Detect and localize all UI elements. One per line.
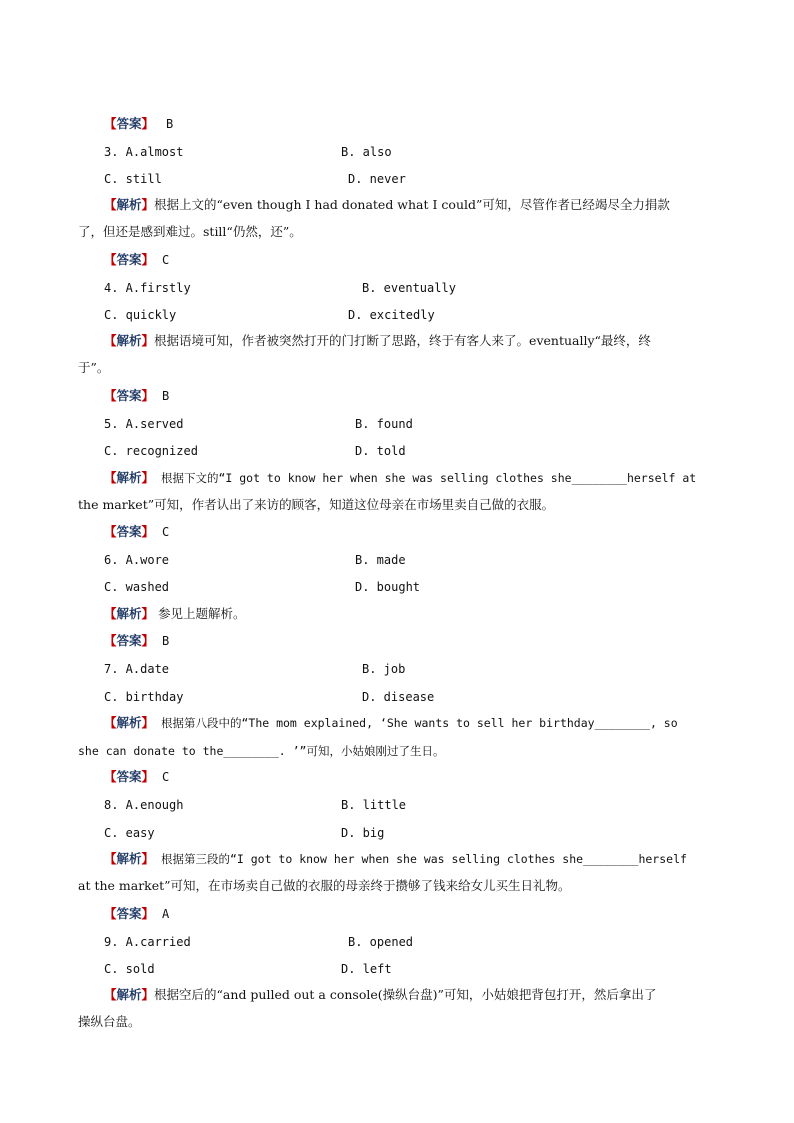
- question-3-options-ab: 3. A.almost B. also: [104, 145, 392, 159]
- question-6-options-cd: C. washed D. bought: [104, 580, 421, 594]
- analysis-continuation: she can donate to the________. ’”可知，小姑娘刚过了生日。: [78, 744, 445, 758]
- question-9-options-ab: 9. A.carried B. opened: [104, 935, 414, 949]
- analysis-line: 【解析】 参见上题解析。: [104, 606, 246, 621]
- answer-line: 【答案】 C: [104, 524, 170, 539]
- question-7-options-ab: 7. A.date B. job: [104, 662, 406, 676]
- analysis-continuation: the market”可知，作者认出了来访的顾客，知道这位母亲在市场里卖自己做的衣服。: [78, 497, 555, 512]
- answer-line: 【答案】 C: [104, 252, 170, 267]
- analysis-line: 【解析】根据语境可知，作者被突然打开的门打断了思路，终于有客人来了。eventually“最终，终: [104, 333, 651, 348]
- question-4-options-ab: 4. A.firstly B. eventually: [104, 281, 456, 295]
- analysis-line: 【解析】 根据下文的“I got to know her when she was selling clothes she________herself at: [104, 470, 697, 485]
- question-3-options-cd: C. still D. never: [104, 172, 406, 186]
- answer-line: 【答案】 C: [104, 769, 170, 784]
- analysis-continuation: at the market”可知，在市场卖自己做的衣服的母亲终于攒够了钱来给女儿买生日礼物。: [78, 878, 571, 893]
- analysis-continuation: 于”。: [78, 360, 110, 375]
- analysis-line: 【解析】 根据第八段中的“The mom explained, ‘She wants to sell her birthday________, so: [104, 715, 678, 730]
- question-9-options-cd: C. sold D. left: [104, 962, 392, 976]
- question-4-options-cd: C. quickly D. excitedly: [104, 308, 435, 322]
- answer-line: 【答案】 B: [104, 116, 174, 131]
- analysis-continuation: 操纵台盘。: [78, 1014, 141, 1029]
- question-8-options-ab: 8. A.enough B. little: [104, 798, 407, 812]
- question-5-options-ab: 5. A.served B. found: [104, 417, 413, 431]
- analysis-line: 【解析】根据上文的“even though I had donated what I could”可知，尽管作者已经竭尽全力捐款: [104, 197, 670, 212]
- answer-line: 【答案】 B: [104, 388, 170, 403]
- question-8-options-cd: C. easy D. big: [104, 826, 385, 840]
- question-6-options-ab: 6. A.wore B. made: [104, 553, 406, 567]
- analysis-line: 【解析】 根据第三段的“I got to know her when she was selling clothes she________herself: [104, 851, 687, 866]
- answer-line: 【答案】 B: [104, 633, 170, 648]
- question-5-options-cd: C. recognized D. told: [104, 444, 406, 458]
- answer-line: 【答案】 A: [104, 906, 170, 921]
- analysis-line: 【解析】根据空后的“and pulled out a console(操纵台盘)”可知，小姑娘把背包打开，然后拿出了: [104, 987, 657, 1002]
- analysis-continuation: 了，但还是感到难过。still“仍然，还”。: [78, 224, 302, 239]
- question-7-options-cd: C. birthday D. disease: [104, 690, 435, 704]
